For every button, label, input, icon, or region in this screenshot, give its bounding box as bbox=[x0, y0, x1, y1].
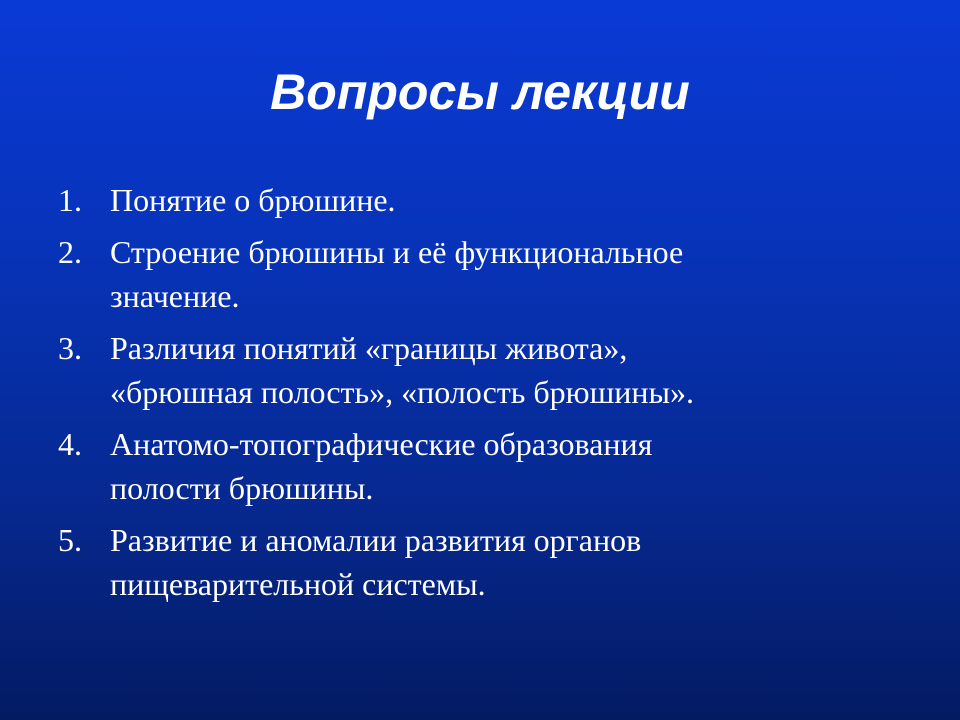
item-text bbox=[110, 326, 918, 414]
item-number: 2. bbox=[58, 234, 82, 270]
item-line: Анатомо-топографические образования bbox=[110, 426, 653, 462]
item-text bbox=[110, 230, 918, 318]
item-text bbox=[110, 518, 918, 606]
item-text bbox=[110, 178, 918, 222]
item-text bbox=[110, 422, 918, 510]
list-item bbox=[58, 178, 918, 222]
slide-title: Вопросы лекции bbox=[270, 64, 690, 120]
list-item bbox=[58, 518, 918, 606]
list-item bbox=[58, 422, 918, 510]
item-line: Развитие и аномалии развития органов bbox=[110, 522, 642, 558]
item-number: 5. bbox=[58, 522, 82, 558]
item-number: 3. bbox=[58, 330, 82, 366]
list-item bbox=[58, 230, 918, 318]
item-line: пищеварительной системы. bbox=[110, 566, 486, 602]
item-line: полости брюшины. bbox=[110, 470, 374, 506]
item-line: Различия понятий «границы живота», bbox=[110, 330, 628, 366]
item-number: 4. bbox=[58, 426, 82, 462]
item-number: 1. bbox=[58, 182, 82, 218]
item-line: Строение брюшины и её функциональное bbox=[110, 234, 684, 270]
lecture-questions-list bbox=[58, 178, 918, 614]
item-line: «брюшная полость», «полость брюшины». bbox=[110, 374, 694, 410]
item-line: Понятие о брюшине. bbox=[110, 182, 396, 218]
item-line: значение. bbox=[110, 278, 240, 314]
list-item bbox=[58, 326, 918, 414]
